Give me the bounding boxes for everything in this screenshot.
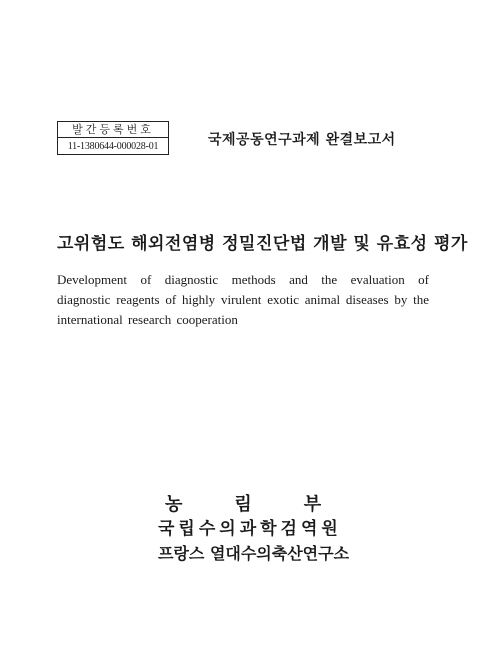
partner-institute-name: 프랑스 열대수의축산연구소 (158, 544, 350, 563)
korean-title: 고위험도 해외전염병 정밀진단법 개발 및 유효성 평가 (57, 234, 468, 254)
institute-name: 국립수의과학검역원 (158, 519, 342, 539)
ministry-name: 농림부 (165, 494, 374, 515)
registration-number: 11-1380644-000028-01 (67, 141, 159, 152)
registration-label: 발간등록번호 (58, 122, 168, 138)
english-title: Development of diagnostic methods and the evaluation of diagnostic reagents of highly virulent exotic animal diseases by the international research cooperation (57, 272, 429, 327)
report-type: 국제공동연구과제 완결보고서 (208, 132, 396, 148)
registration-box (57, 121, 169, 155)
